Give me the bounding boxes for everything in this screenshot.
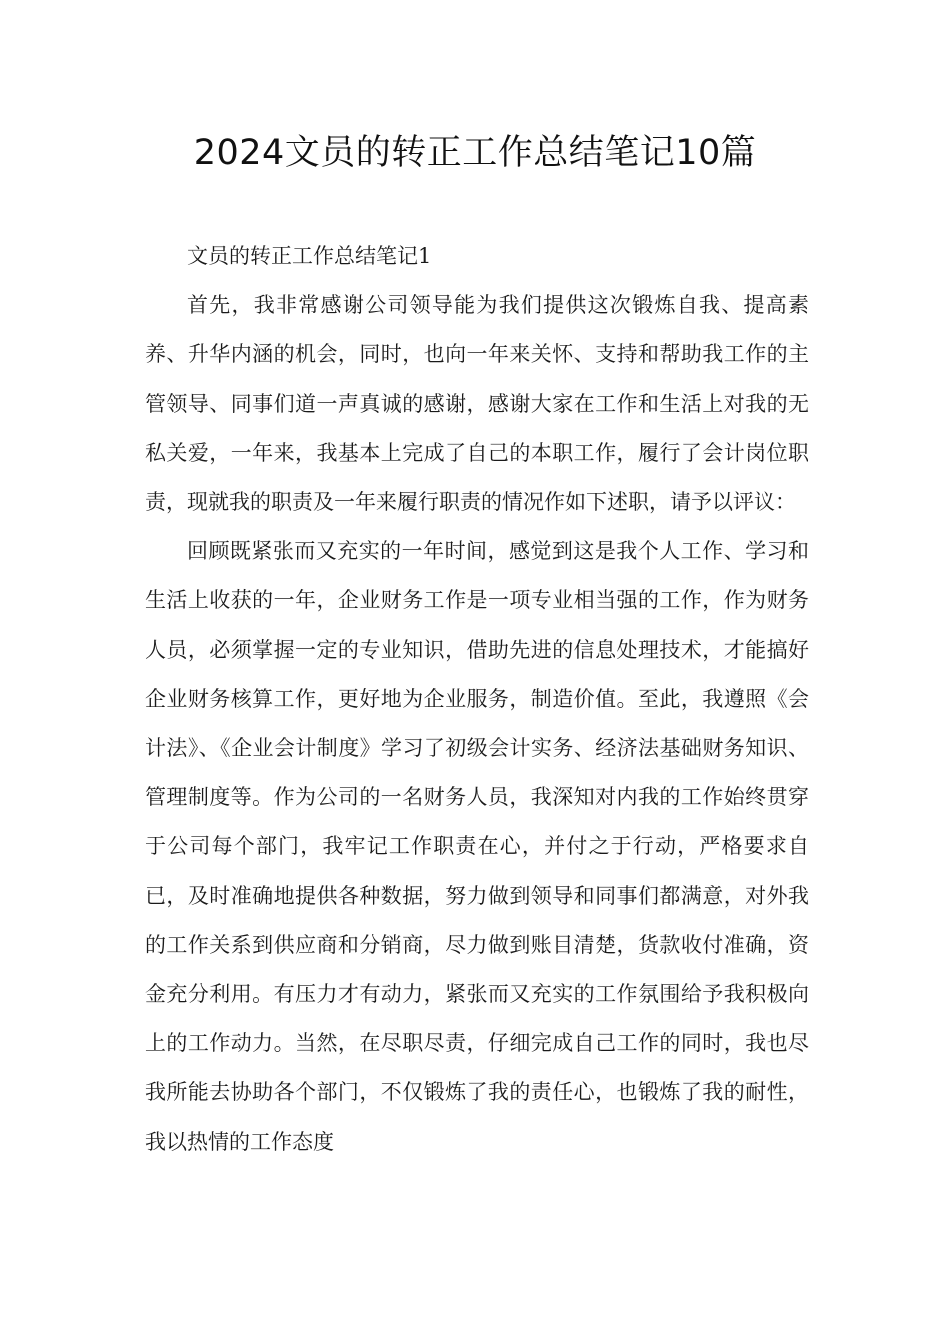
document-body — [145, 232, 809, 1167]
document-title: 2024文员的转正工作总结笔记10篇 — [193, 133, 757, 173]
paragraph-1: 首先，我非常感谢公司领导能为我们提供这次锻炼自我、提高素养、升华内涵的机会，同时，也向一年来关怀、支持和帮助我工作的主管领导、同事们道一声真诚的感谢，感谢大家在工作和生活上对我的无私关爱，一年来，我基本上完成了自己的本职工作，履行了会计岗位职责，现就我的职责及一年来履行职责的情况作如下述职，请予以评议： — [145, 293, 809, 515]
section-heading: 文员的转正工作总结笔记1 — [187, 244, 432, 268]
paragraph-2: 回顾既紧张而又充实的一年时间，感觉到这是我个人工作、学习和生活上收获的一年，企业财务工作是一项专业相当强的工作，作为财务人员，必须掌握一定的专业知识，借助先进的信息处理技术，才能搞好企业财务核算工作，更好地为企业服务，制造价值。至此，我遵照《会计法》、《企业会计制度》学习了初级会计实务、经济法基础财务知识、管理制度等。作为公司的一名财务人员，我深知对内我的工作始终贯穿于公司每个部门，我牢记工作职责在心，并付之于行动，严格要求自已，及时准确地提供各种数据，努力做到领导和同事们都满意，对外我的工作关系到供应商和分销商，尽力做到账目清楚，货款收付准确，资金充分利用。有压力才有动力，紧张而又充实的工作氛围给予我积极向上的工作动力。当然，在尽职尽责，仔细完成自己工作的同时，我也尽我所能去协助各个部门，不仅锻炼了我的责任心，也锻炼了我的耐性，我以热情的工作态度 — [145, 539, 809, 1154]
